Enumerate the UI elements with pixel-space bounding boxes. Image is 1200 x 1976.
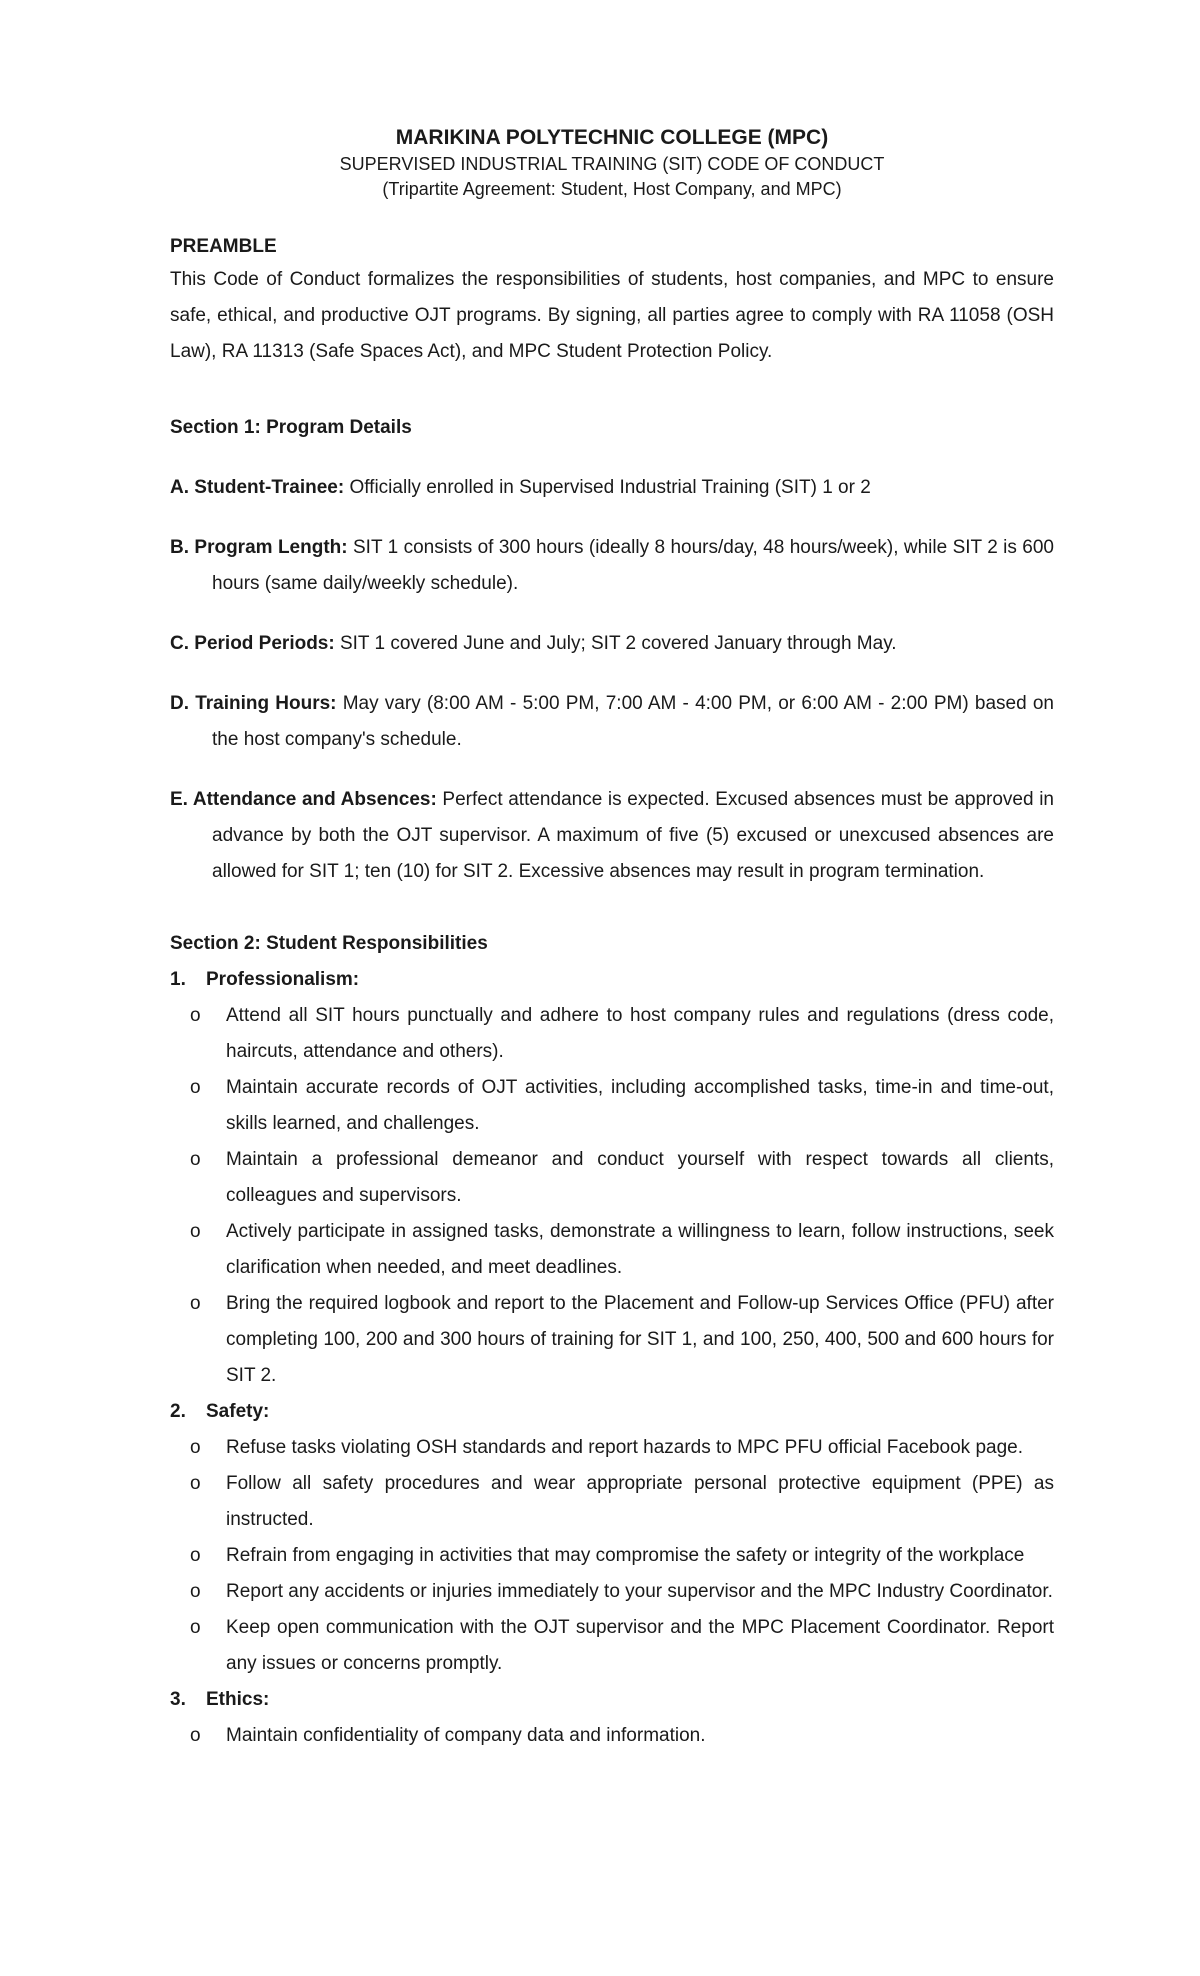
list-item [170, 1718, 1054, 1754]
program-detail-item [170, 686, 1054, 758]
program-detail-label: E. Attendance and Absences: [170, 789, 437, 810]
responsibility-group-title [170, 1394, 1054, 1430]
responsibility-group-title [170, 962, 1054, 998]
group-number: 1. [170, 969, 186, 990]
program-detail-text: SIT 1 covered June and July; SIT 2 covered January through May. [334, 633, 897, 654]
group-title: Ethics: [206, 1689, 270, 1710]
document-page [170, 124, 1054, 1754]
list-item [170, 1574, 1054, 1610]
list-item [170, 1070, 1054, 1142]
bullet-marker: o [190, 1617, 201, 1638]
list-item-text: Refrain from engaging in activities that may compromise the safety or integrity of the workplace [226, 1545, 1025, 1566]
list-item [170, 998, 1054, 1070]
program-detail-item [170, 626, 1054, 662]
list-item-text: Maintain a professional demeanor and conduct yourself with respect towards all clients, colleagues and supervisors. [226, 1149, 1054, 1206]
program-detail-item [170, 782, 1054, 890]
list-item-text: Bring the required logbook and report to the Placement and Follow-up Services Office (PFU) after completing 100, 200 and 300 hours of training for SIT 1, and 100, 250, 400, 500 and 600 hours for SIT 2. [226, 1293, 1054, 1386]
list-item [170, 1538, 1054, 1574]
section1-heading: Section 1: Program Details [170, 417, 412, 438]
group-number: 3. [170, 1689, 186, 1710]
list-item [170, 1286, 1054, 1394]
document-title: MARIKINA POLYTECHNIC COLLEGE (MPC) [395, 126, 829, 149]
section2-heading: Section 2: Student Responsibilities [170, 933, 488, 954]
group-title: Professionalism: [206, 969, 360, 990]
group-number: 2. [170, 1401, 186, 1422]
list-item-text: Maintain accurate records of OJT activities, including accomplished tasks, time-in and time-out, skills learned, and challenges. [226, 1077, 1054, 1134]
preamble-heading: PREAMBLE [170, 236, 277, 257]
bullet-marker: o [190, 1077, 201, 1098]
group-title: Safety: [206, 1401, 270, 1422]
list-item [170, 1466, 1054, 1538]
list-item-text: Actively participate in assigned tasks, demonstrate a willingness to learn, follow instructions, seek clarification when needed, and meet deadlines. [226, 1221, 1054, 1278]
list-item [170, 1430, 1054, 1466]
document-subtitle: SUPERVISED INDUSTRIAL TRAINING (SIT) CODE OF CONDUCT [339, 154, 885, 174]
list-item-text: Attend all SIT hours punctually and adhere to host company rules and regulations (dress code, haircuts, attendance and others). [226, 1005, 1054, 1062]
list-item-text: Refuse tasks violating OSH standards and report hazards to MPC PFU official Facebook page. [226, 1437, 1023, 1458]
program-detail-text: Perfect attendance is expected. Excused absences must be approved in advance by both the OJT supervisor. A maximum of five (5) excused or unexcused absences are allowed for SIT 1; ten (10) for SIT 2. Excessive absences may result in program termination. [212, 789, 1054, 882]
document-header [170, 124, 1054, 202]
document-agreement-note: (Tripartite Agreement: Student, Host Company, and MPC) [382, 179, 842, 199]
bullet-list [170, 1718, 1054, 1754]
list-item [170, 1142, 1054, 1214]
list-item-text: Follow all safety procedures and wear appropriate personal protective equipment (PPE) as instructed. [226, 1473, 1054, 1530]
program-detail-text: May vary (8:00 AM - 5:00 PM, 7:00 AM - 4:00 PM, or 6:00 AM - 2:00 PM) based on the host company's schedule. [212, 693, 1054, 750]
bullet-marker: o [190, 1545, 201, 1566]
list-item [170, 1610, 1054, 1682]
bullet-marker: o [190, 1149, 201, 1170]
list-item-text: Report any accidents or injuries immediately to your supervisor and the MPC Industry Coordinator. [226, 1581, 1053, 1602]
bullet-list [170, 998, 1054, 1394]
bullet-marker: o [190, 1473, 201, 1494]
bullet-marker: o [190, 1437, 201, 1458]
list-item-text: Maintain confidentiality of company data and information. [226, 1725, 706, 1746]
list-item-text: Keep open communication with the OJT supervisor and the MPC Placement Coordinator. Report any issues or concerns promptly. [226, 1617, 1054, 1674]
bullet-marker: o [190, 1221, 201, 1242]
program-detail-label: A. Student-Trainee: [170, 477, 345, 498]
bullet-marker: o [190, 1581, 201, 1602]
program-detail-text: Officially enrolled in Supervised Industrial Training (SIT) 1 or 2 [344, 477, 871, 498]
bullet-marker: o [190, 1005, 201, 1026]
bullet-list [170, 1430, 1054, 1682]
bullet-marker: o [190, 1725, 201, 1746]
list-item [170, 1214, 1054, 1286]
program-detail-text: SIT 1 consists of 300 hours (ideally 8 hours/day, 48 hours/week), while SIT 2 is 600 hours (same daily/weekly schedule). [212, 537, 1054, 594]
program-detail-label: B. Program Length: [170, 537, 348, 558]
preamble-text: This Code of Conduct formalizes the responsibilities of students, host companies, and MPC to ensure safe, ethical, and productive OJT programs. By signing, all parties agree to comply with RA 11058 (OSH Law), RA 11313 (Safe Spaces Act), and MPC Student Protection Policy. [170, 269, 1054, 362]
bullet-marker: o [190, 1293, 201, 1314]
program-detail-label: D. Training Hours: [170, 693, 337, 714]
program-detail-label: C. Period Periods: [170, 633, 335, 654]
program-detail-item [170, 530, 1054, 602]
program-detail-item [170, 470, 1054, 506]
responsibility-group-title [170, 1682, 1054, 1718]
